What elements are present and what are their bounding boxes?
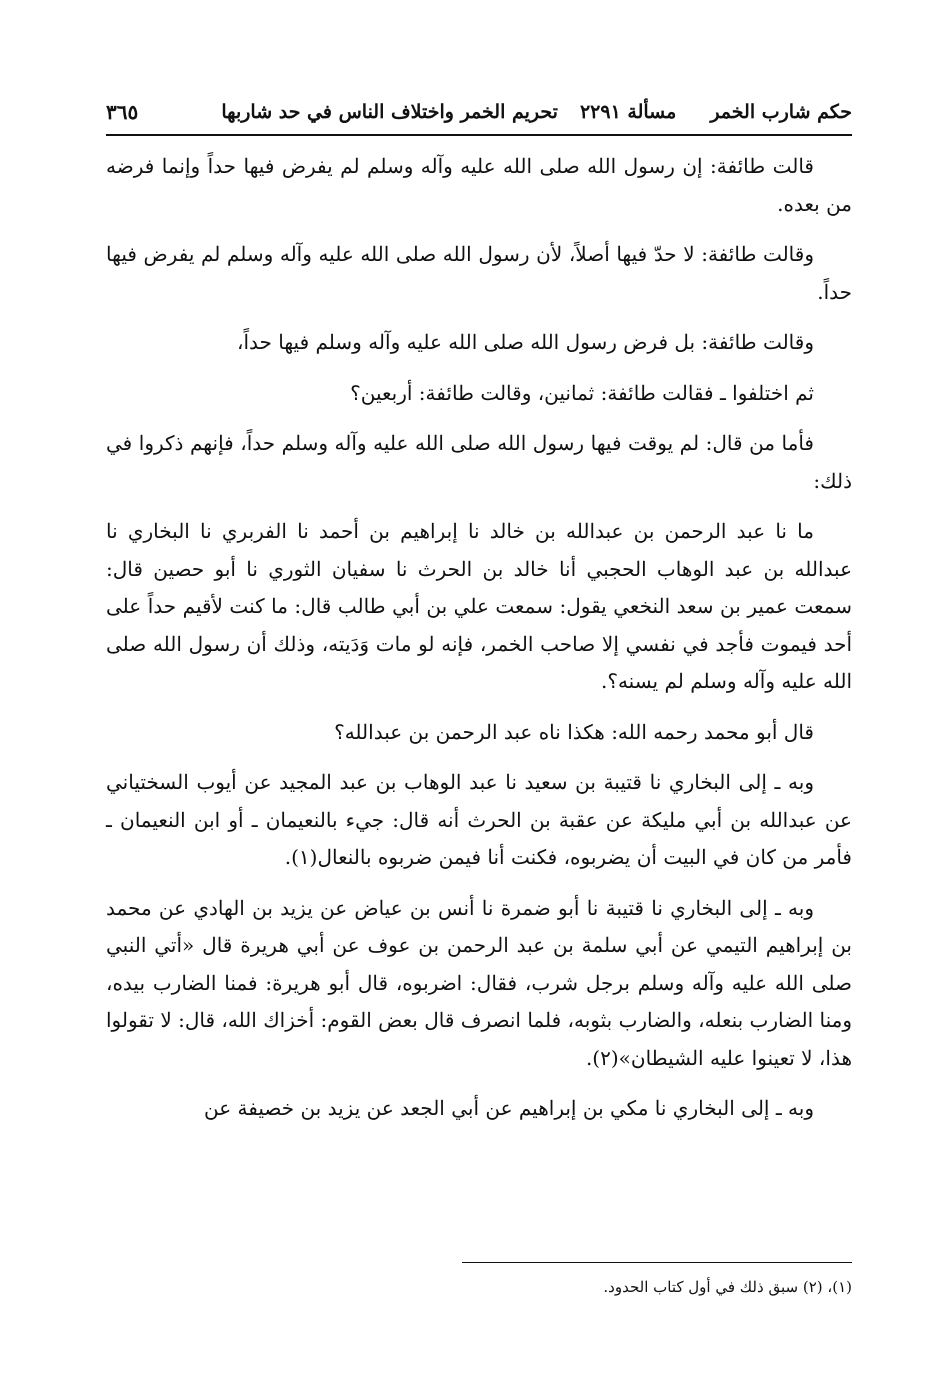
- header-subject: تحريم الخمر واختلاف الناس في حد شاربها: [221, 101, 558, 123]
- paragraph-5: فأما من قال: لم يوقت فيها رسول الله صلى الله عليه وآله وسلم حداً، فإنهم ذكروا في ذلك:: [106, 431, 852, 493]
- paragraph-6: ما نا عبد الرحمن بن عبدالله بن خالد نا إبراهيم بن أحمد نا الفربري نا البخاري نا عبدالله بن عبد الوهاب الحجبي أنا خالد بن الحرث نا سفيان الثوري نا أبو حصين قال: سمعت عمير بن سعد النخعي يقول: سمعت علي بن أبي طالب قال: ما كنت لأقيم حداً على أحد فيموت فأجد في نفسي إلا صاحب الخمر، فإنه لو مات وَدَيته، وذلك أن رسول الله صلى الله عليه وآله وسلم لم يسنه؟.: [106, 519, 852, 693]
- footnote-rule: [462, 1262, 852, 1263]
- footnote: (١)، (٢) سبق ذلك في أول كتاب الحدود.: [603, 1278, 852, 1296]
- running-header: [106, 92, 852, 132]
- page-number: ٣٦٥: [106, 100, 139, 124]
- paragraph-9: وبه ـ إلى البخاري نا قتيبة نا أبو ضمرة نا أنس بن عياض عن يزيد بن الهادي عن محمد بن إبراهيم التيمي عن أبي سلمة بن عبد الرحمن بن عوف عن أبي هريرة قال «أتي النبي صلى الله عليه وآله وسلم برجل شرب، فقال: اضربوه، قال أبو هريرة: فمنا الضارب بيده، ومنا الضارب بنعله، والضارب بثوبه، فلما انصرف قال بعض القوم: أخزاك الله، قال: لا تقولوا هذا، لا تعينوا عليه الشيطان»(٢).: [105, 895, 852, 1070]
- header-rule: [106, 134, 852, 136]
- paragraph-3: وقالت طائفة: بل فرض رسول الله صلى الله عليه وآله وسلم فيها حداً،: [237, 330, 814, 354]
- paragraph-8: وبه ـ إلى البخاري نا قتيبة بن سعيد نا عبد الوهاب بن عبد المجيد عن أيوب السختياني عن عبدالله بن أبي مليكة عن عقبة بن الحرث أنه قال: جيء بالنعيمان ـ أو ابن النعيمان ـ فأمر من كان في البيت أن يضربوه، فكنت أنا فيمن ضربوه بالنعال(١).: [106, 770, 852, 869]
- paragraph-4: ثم اختلفوا ـ فقالت طائفة: ثمانين، وقالت طائفة: أربعين؟: [350, 380, 814, 405]
- paragraph-10: وبه ـ إلى البخاري نا مكي بن إبراهيم عن أبي الجعد عن يزيد بن خصيفة عن: [204, 1096, 814, 1120]
- main-text: [106, 148, 852, 1141]
- paragraph-2: وقالت طائفة: لا حدّ فيها أصلاً، لأن رسول الله صلى الله عليه وآله وسلم لم يفرض فيها حداً.: [106, 242, 852, 304]
- paragraph-1: قالت طائفة: إن رسول الله صلى الله عليه وآله وسلم لم يفرض فيها حداً وإنما فرضه من بعده.: [106, 154, 852, 216]
- header-topic: حكم شارب الخمر: [710, 101, 852, 123]
- paragraph-7: قال أبو محمد رحمه الله: هكذا ناه عبد الرحمن بن عبدالله؟: [334, 719, 814, 744]
- header-issue-number: مسألة ٢٢٩١: [579, 101, 677, 123]
